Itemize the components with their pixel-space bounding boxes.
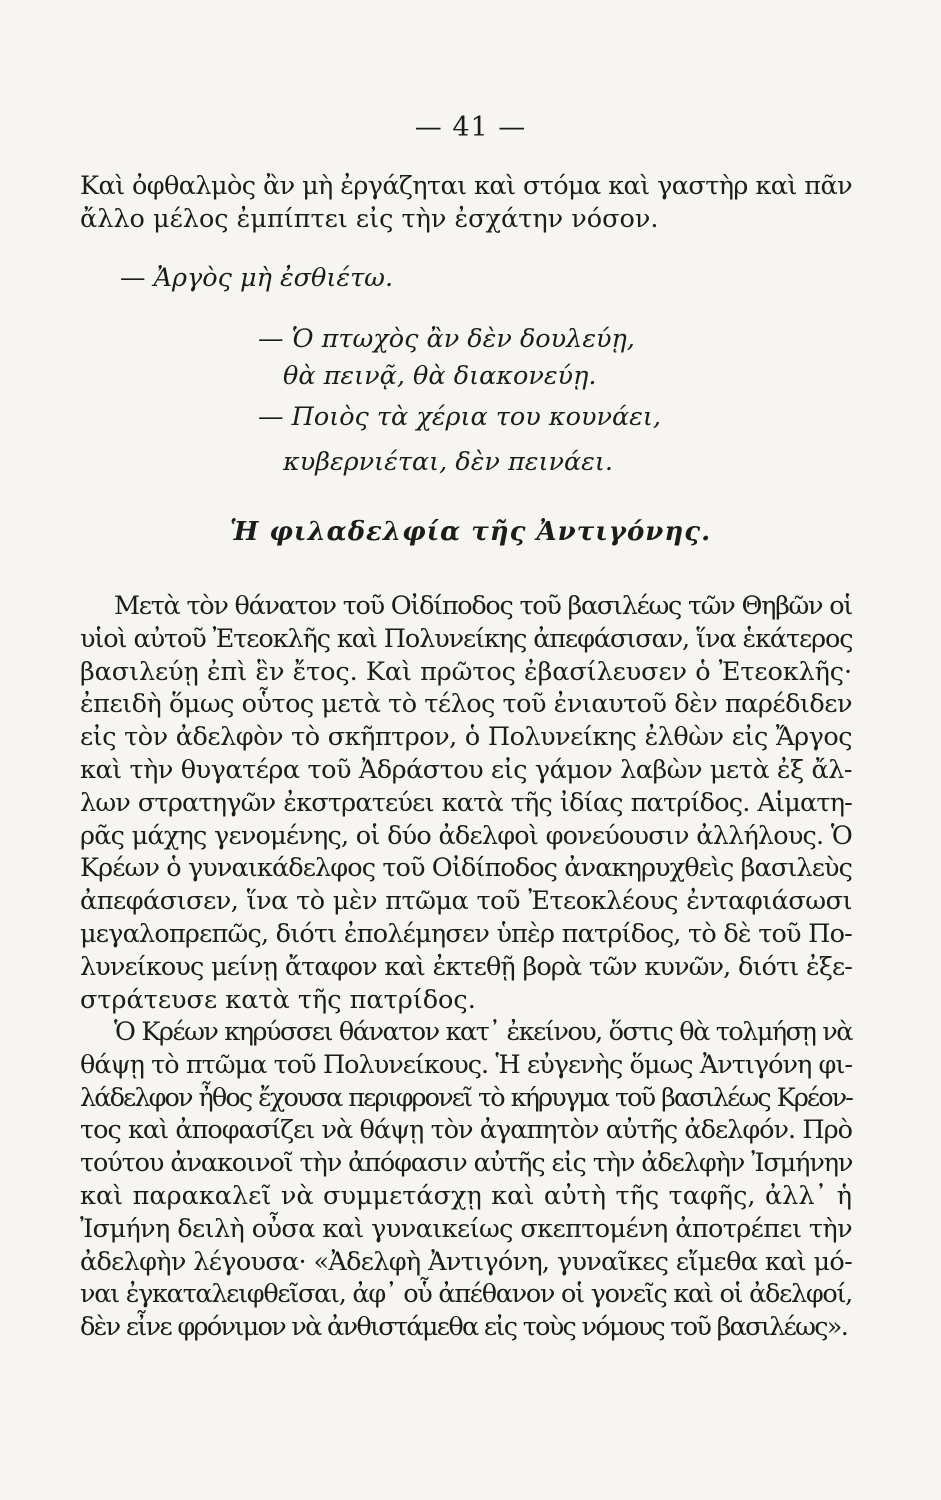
proverb: — Ἀργὸς μὴ ἐσθιέτω. bbox=[120, 263, 394, 293]
paragraph-1 bbox=[80, 590, 852, 1016]
verse-line: θὰ πεινᾷ, θὰ διακονεύῃ. bbox=[283, 361, 597, 391]
page-number: — 41 — bbox=[414, 112, 527, 143]
text-line: δὲν εἶνε φρόνιμον νὰ ἀνθιστάμεθα εἰς τοὺς νόμους τοῦ βασιλέως». bbox=[80, 1312, 848, 1343]
text-line: Κρέων ὁ γυναικάδελφος τοῦ Οἰδίποδος ἀνακηρυχθεὶς βασιλεὺς bbox=[80, 853, 852, 884]
text-line: μεγαλοπρεπῶς, διότι ἐπολέμησεν ὑπὲρ πατρίδος, τὸ δὲ τοῦ Πο- bbox=[80, 918, 852, 949]
verse-line: — Ποιὸς τὰ χέρια του κουνάει, bbox=[258, 402, 661, 432]
text-line: ἄλλο μέλος ἐμπίπτει εἰς τὴν ἐσχάτην νόσον. bbox=[80, 203, 659, 234]
text-line: ναι ἐγκαταλειφθεῖσαι, ἀφ᾽ οὗ ἀπέθανον οἱ γονεῖς καὶ οἱ ἀδελφοί, bbox=[80, 1279, 852, 1310]
text-line: Μετὰ τὸν θάνατον τοῦ Οἰδίποδος τοῦ βασιλέως τῶν Θηβῶν οἱ bbox=[114, 591, 852, 621]
text-line: Ἰσμήνη δειλὴ οὖσα καὶ γυναικείως σκεπτομένη ἀποτρέπει τὴν bbox=[80, 1213, 853, 1244]
text-line: στράτευσε κατὰ τῆς πατρίδος. bbox=[80, 984, 476, 1015]
text-line: υἱοὶ αὐτοῦ Ἐτεοκλῆς καὶ Πολυνείκης ἀπεφάσισαν, ἵνα ἑκάτερος bbox=[80, 623, 853, 654]
text-line: ἐπειδὴ ὅμως οὗτος μετὰ τὸ τέλος τοῦ ἐνιαυτοῦ δὲν παρέδιδεν bbox=[80, 689, 852, 720]
text-line: ἀπεφάσισεν, ἵνα τὸ μὲν πτῶμα τοῦ Ἐτεοκλέους ἐνταφιάσωσι bbox=[80, 886, 852, 917]
text-line: ρᾶς μάχης γενομένης, οἱ δύο ἀδελφοὶ φονεύουσιν ἀλλήλους. Ὁ bbox=[80, 820, 852, 851]
text-line: βασιλεύῃ ἐπὶ ἓν ἔτος. Καὶ πρῶτος ἐβασίλευσεν ὁ Ἐτεοκλῆς· bbox=[80, 656, 852, 687]
section-heading: Ἡ φιλαδελφία τῆς Ἀντιγόνης. bbox=[229, 517, 712, 547]
text-line: καὶ παρακαλεῖ νὰ συμμετάσχῃ καὶ αὐτὴ τῆς ταφῆς, ἀλλ᾽ ἡ bbox=[80, 1180, 852, 1211]
text-line: λυνείκους μείνῃ ἄταφον καὶ ἐκτεθῇ βορὰ τῶν κυνῶν, διότι ἐξε- bbox=[80, 951, 852, 982]
text-line: Ὁ Κρέων κηρύσσει θάνατον κατ᾽ ἐκείνου, ὅστις θὰ τολμήσῃ νὰ bbox=[114, 1017, 852, 1047]
opening-paragraph bbox=[80, 170, 852, 236]
text-line: θάψῃ τὸ πτῶμα τοῦ Πολυνείκους. Ἡ εὐγενὴς ὅμως Ἀντιγόνη φι- bbox=[80, 1049, 852, 1080]
text-line: λων στρατηγῶν ἐκστρατεύει κατὰ τῆς ἰδίας πατρίδος. Αἱματη- bbox=[80, 787, 852, 818]
paragraph-2 bbox=[80, 1016, 852, 1344]
verse-line: κυβερνιέται, δὲν πεινάει. bbox=[283, 447, 613, 477]
text-line: ἀδελφὴν λέγουσα· «Ἀδελφὴ Ἀντιγόνη, γυναῖκες εἴμεθα καὶ μό- bbox=[80, 1246, 852, 1277]
text-line: εἰς τὸν ἀδελφὸν τὸ σκῆπτρον, ὁ Πολυνείκης ἐλθὼν εἰς Ἄργος bbox=[80, 722, 852, 753]
verse-line: — Ὁ πτωχὸς ἂν δὲν δουλεύῃ, bbox=[258, 324, 635, 354]
text-line: Καὶ ὀφθαλμὸς ἂν μὴ ἐργάζηται καὶ στόμα καὶ γαστὴρ καὶ πᾶν bbox=[80, 171, 852, 201]
text-line: τος καὶ ἀποφασίζει νὰ θάψῃ τὸν ἀγαπητὸν αὐτῆς ἀδελφόν. Πρὸ bbox=[80, 1115, 852, 1146]
text-line: τούτου ἀνακοινοῖ τὴν ἀπόφασιν αὐτῆς εἰς τὴν ἀδελφὴν Ἰσμήνην bbox=[80, 1148, 853, 1179]
text-line: καὶ τὴν θυγατέρα τοῦ Ἀδράστου εἰς γάμον λαβὼν μετὰ ἐξ ἄλ- bbox=[80, 754, 852, 785]
text-line: λάδελφον ἦθος ἔχουσα περιφρονεῖ τὸ κήρυγμα τοῦ βασιλέως Κρέον- bbox=[80, 1082, 852, 1113]
